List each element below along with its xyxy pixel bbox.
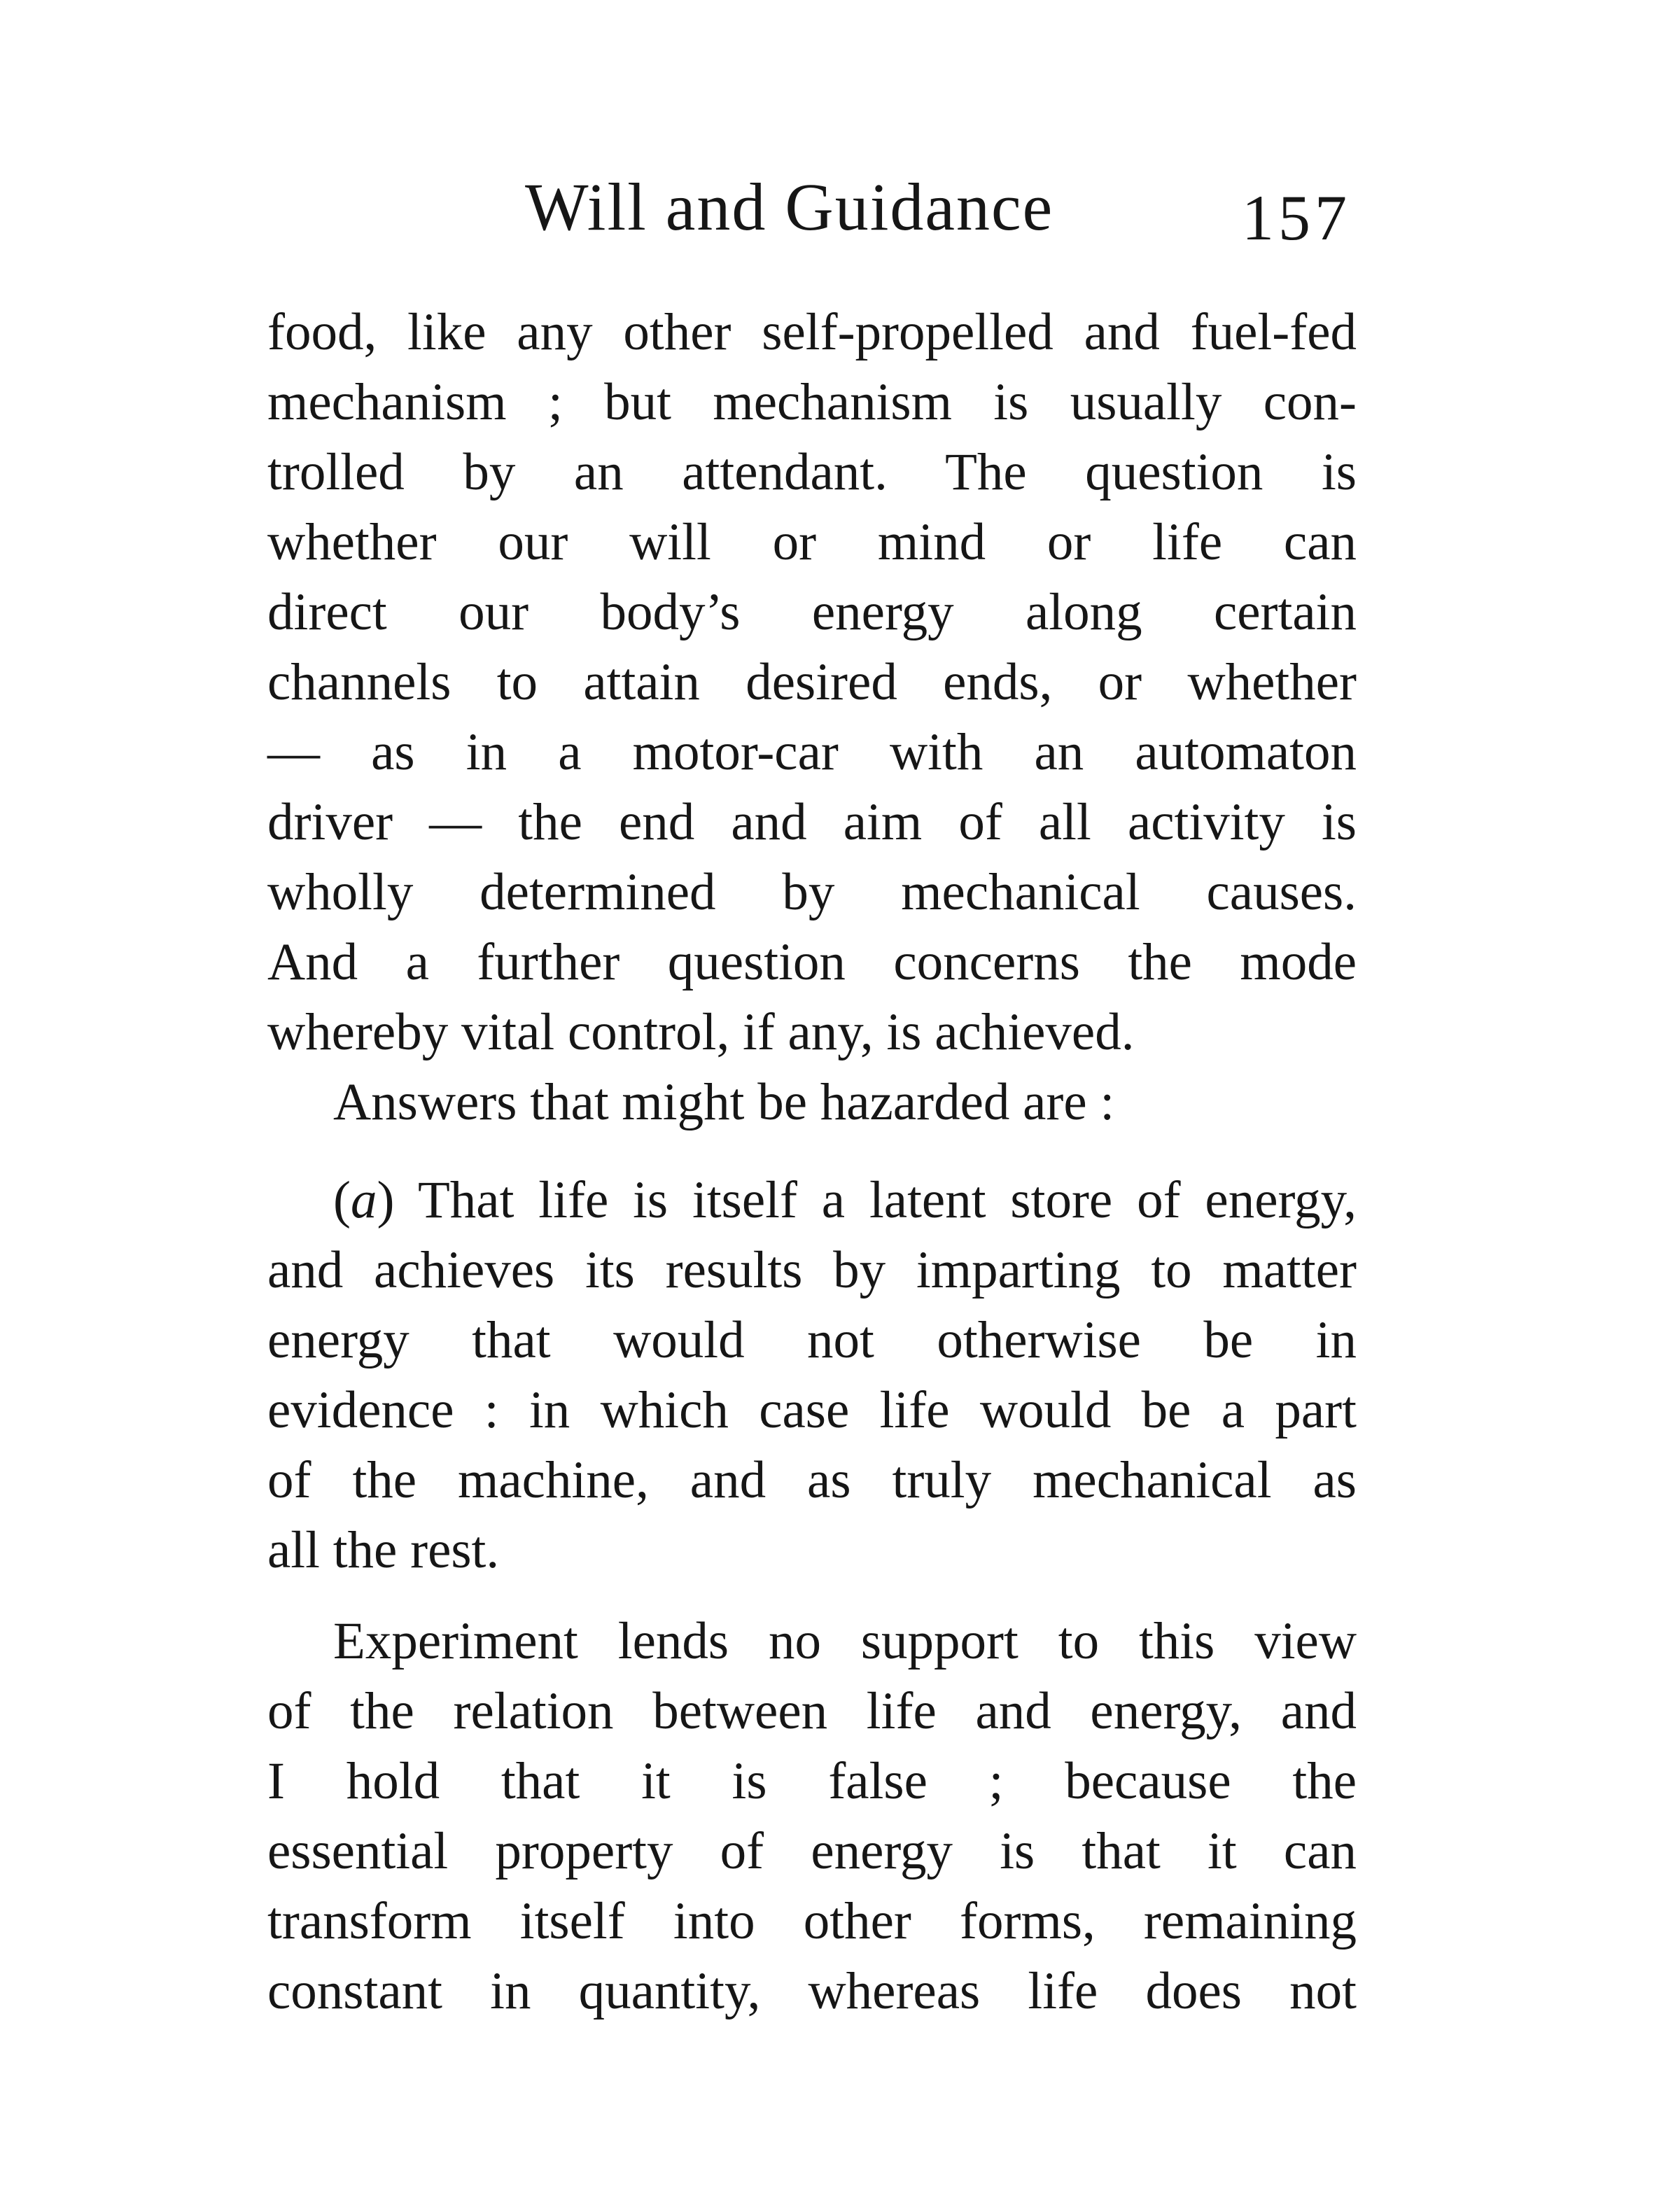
text-line: I hold that it is false ; because the (267, 1752, 1357, 1810)
text-line-with-label (333, 1166, 1357, 1236)
text-line: of the machine, and as truly mechanical as (267, 1451, 1357, 1509)
text-line: And a further question concerns the mode (267, 933, 1357, 991)
running-head-title: Will and Guidance (525, 169, 1054, 244)
text-line: driver — the end and aim of all activity is (267, 793, 1357, 851)
text-line: energy that would not otherwise be in (267, 1311, 1357, 1369)
text-line: channels to attain desired ends, or whether (267, 653, 1357, 711)
text-line: direct our body’s energy along certain (267, 583, 1357, 641)
text-line: wholly determined by mechanical causes. (267, 863, 1357, 921)
text-line: trolled by an attendant. The question is (267, 443, 1357, 501)
text-line: essential property of energy is that it can (267, 1822, 1357, 1880)
text-line: constant in quantity, whereas life does not (267, 1962, 1357, 2020)
text-line: transform itself into other forms, remaining (267, 1892, 1357, 1950)
page-number: 157 (1242, 182, 1351, 253)
text-line: whereby vital control, if any, is achieved. (267, 1003, 1135, 1061)
text-line: — as in a motor-car with an automaton (267, 723, 1357, 781)
item-label: (a) (333, 1171, 395, 1229)
text-line: mechanism ; but mechanism is usually con- (267, 373, 1357, 431)
item-label-letter: a (350, 1171, 377, 1229)
text-line: evidence : in which case life would be a part (267, 1381, 1357, 1439)
text-line: of the relation between life and energy, and (267, 1682, 1357, 1740)
text-line: all the rest. (267, 1521, 500, 1579)
running-head (266, 168, 1358, 252)
text-line: food, like any other self-propelled and fuel-fed (267, 303, 1357, 361)
text-line: Answers that might be hazarded are : (333, 1073, 1115, 1131)
text-line: whether our will or mind or life can (267, 513, 1357, 571)
text-line: Experiment lends no support to this view (333, 1612, 1357, 1670)
text-line: and achieves its results by imparting to matter (267, 1241, 1357, 1299)
text-span: That life is itself a latent store of energy, (417, 1171, 1357, 1229)
